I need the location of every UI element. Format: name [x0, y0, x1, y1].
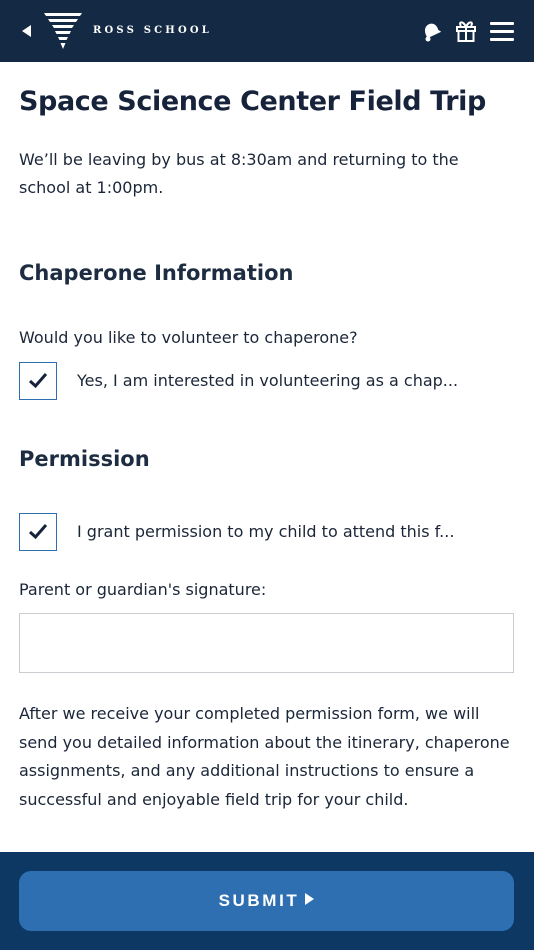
- chaperone-checkbox-label[interactable]: Yes, I am interested in volunteering as a chap...: [77, 371, 459, 390]
- form-content: [0, 62, 534, 852]
- submit-button-label: SUBMIT: [19, 871, 514, 931]
- signature-input[interactable]: [19, 613, 514, 673]
- play-arrow-icon: [305, 893, 314, 905]
- gift-icon[interactable]: [455, 19, 477, 42]
- ross-logo-icon[interactable]: [44, 13, 82, 49]
- chaperone-heading: Chaperone Information: [19, 261, 294, 285]
- checkmark-icon: [28, 523, 48, 540]
- closing-text: After we receive your completed permission form, we will send you detailed information about the itinerary, chaperone assignments, and any additional instructions to ensure a successful and enjoyable field trip for your child.: [19, 704, 510, 809]
- brand-name: ROSS SCHOOL: [93, 25, 213, 36]
- top-navigation-bar: [0, 0, 534, 62]
- permission-heading: Permission: [19, 447, 150, 471]
- checkmark-icon: [28, 372, 48, 389]
- form-footer: [0, 852, 534, 950]
- chaperone-checkbox[interactable]: [19, 362, 57, 400]
- chaperone-question: Would you like to volunteer to chaperone?: [19, 328, 358, 347]
- bell-icon[interactable]: [421, 20, 441, 42]
- back-arrow-icon[interactable]: [22, 25, 31, 37]
- page-title: Space Science Center Field Trip: [19, 86, 486, 117]
- permission-checkbox-label[interactable]: I grant permission to my child to attend this f...: [77, 522, 455, 541]
- permission-checkbox[interactable]: [19, 513, 57, 551]
- hamburger-menu-icon[interactable]: [490, 22, 514, 41]
- intro-text: We’ll be leaving by bus at 8:30am and returning to the school at 1:00pm.: [19, 150, 459, 197]
- signature-label: Parent or guardian's signature:: [19, 580, 267, 599]
- submit-button[interactable]: [19, 871, 514, 931]
